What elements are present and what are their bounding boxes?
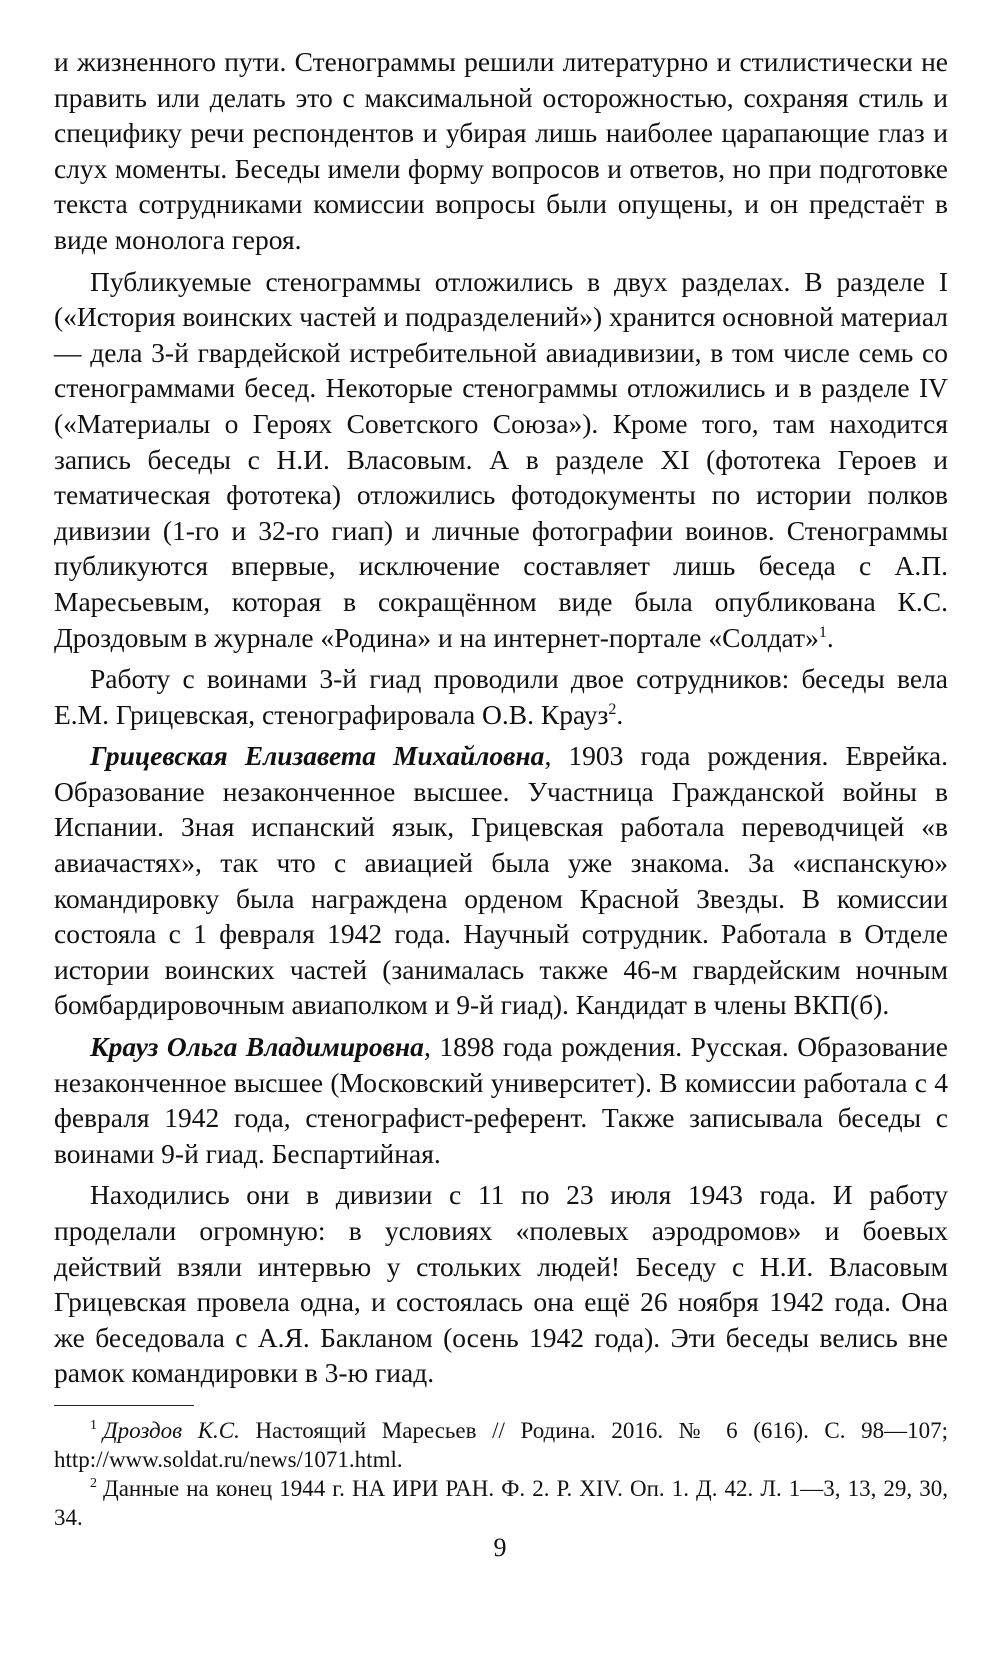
footnote-ref-1: 1 bbox=[818, 623, 827, 641]
paragraph: и жизненного пути. Стенограммы решили литературно и стилистически не править или делать это с максимальной осторожностью, сохраняя стиль и специфику речи респондентов и убирая лишь наиболее царапающие глаз и слух моменты. Беседы имели форму вопросов и ответов, но при подготовке текста сотрудниками комиссии вопросы были опущены, и он предстаёт в виде монолога героя. bbox=[54, 46, 948, 255]
page-content bbox=[54, 44, 948, 1532]
person-name: Грицевская Елизавета Михайловна bbox=[90, 740, 545, 772]
page-number: 9 bbox=[493, 1533, 507, 1562]
paragraph: Грицевская Елизавета Михайловна, 1903 года рождения. Еврейка. Образование незаконченное высшее. Участница Гражданской войны в Испании. Зная испанский язык, Грицевская работала переводчицей «в авиачастях», так что с авиацией была уже знакома. За «испанскую» командировку была награждена орденом Красной Звезды. В комиссии состояла с 1 февраля 1942 года. Научный сотрудник. Работала в Отделе истории воинских частей (занималась также 46-м гвардейским ночным бомбардировочным авиаполком и 9-й гиад). Кандидат в члены ВКП(б). bbox=[54, 740, 948, 1021]
paragraph: Работу с воинами 3-й гиад проводили двое сотрудников: беседы вела Е.М. Грицевская, стенографировала О.В. Крауз$^2$. bbox=[54, 663, 948, 730]
paragraph: Крауз Ольга Владимировна, 1898 года рождения. Русская. Образование незаконченное высшее (Московский университет). В комиссии работала с 4 февраля 1942 года, стенографист-референт. Также записывала беседы с воинами 9-й гиад. Беспартийная. bbox=[54, 1031, 949, 1169]
footnotes bbox=[54, 1416, 948, 1532]
footnote-divider bbox=[54, 1405, 194, 1406]
footnote-ref-2: 2 bbox=[608, 700, 617, 718]
person-name: Крауз Ольга Владимировна bbox=[90, 1031, 424, 1063]
footnote: $^2$ Данные на конец 1944 г. НА ИРИ РАН. Ф. 2. Р. XIV. Оп. 1. Д. 42. Л. 1—3, 13, 29, 30, 34. bbox=[54, 1475, 948, 1530]
footnote: $^1$ Дроздов К.С. Настоящий Маресьев // Родина. 2016. № 6 (616). С. 98—107; http://www.soldat.ru/news/1071.html. bbox=[54, 1417, 949, 1472]
paragraph: Находились они в дивизии с 11 по 23 июля 1943 года. И работу проделали огромную: в условиях «полевых аэродромов» и боевых действий взяли интервью у стольких людей! Беседу с Н.И. Власовым Грицевская провела одна, и состоялась она ещё 26 ноября 1942 года. Она же беседовала с А.Я. Бакланом (осень 1942 года). Эти беседы велись вне рамок командировки в 3-ю гиад. bbox=[54, 1179, 948, 1389]
main-text bbox=[54, 44, 948, 1391]
paragraph: Публикуемые стенограммы отложились в двух разделах. В разделе I («История воинских частей и подразделений») хранится основной материал — дела 3-й гвардейской истребительной авиадивизии, в том числе семь со стенограммами бесед. Некоторые стенограммы отложились и в разделе IV («Материалы о Героях Советского Союза»). Кроме того, там находится запись беседы с Н.И. Власовым. А в разделе XI (фототека Героев и тематическая фототека) отложились фотодокументы по истории полков дивизии (1-го и 32-го гиап) и личные фотографии воинов. Стенограммы публикуются впервые, исключение составляет лишь беседа с А.П. Маресьевым, которая в сокращённом виде была опубликована К.С. Дроздовым в журнале «Родина» и на интернет-портале «Солдат»$^1$. bbox=[54, 265, 948, 653]
